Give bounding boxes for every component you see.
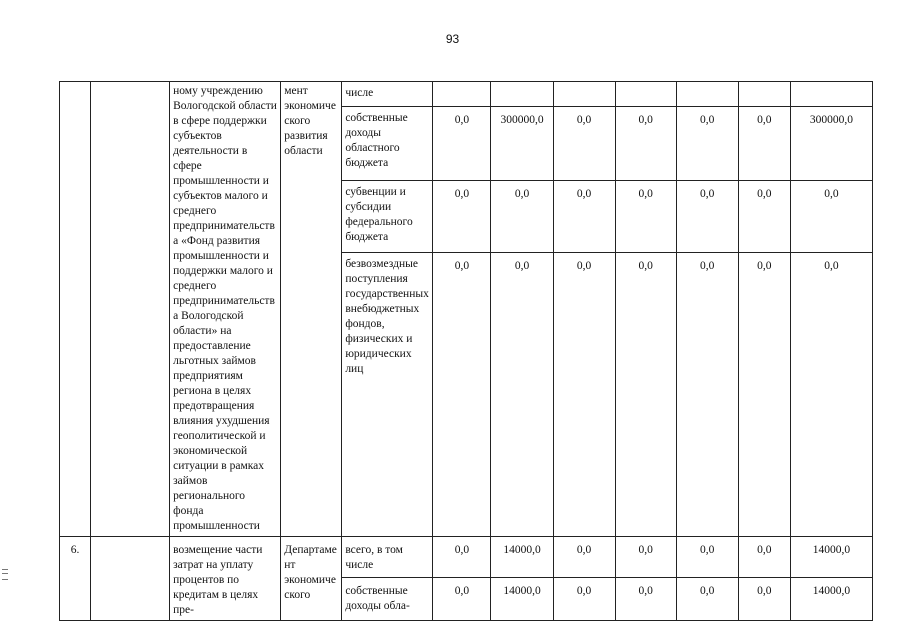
value-cell: 0,0 — [615, 578, 676, 621]
executor-cell: мент экономического развития области — [281, 82, 342, 537]
value-cell: 0,0 — [433, 106, 491, 180]
page-number: 93 — [445, 32, 460, 46]
value-cell: 14000,0 — [491, 537, 553, 578]
value-cell — [615, 82, 676, 107]
value-cell: 0,0 — [433, 252, 491, 536]
value-cell: 0,0 — [790, 180, 872, 252]
source-cell: субвенции и субсидии федерального бюджета — [342, 180, 433, 252]
value-cell: 0,0 — [491, 252, 553, 536]
source-cell: всего, в том числе — [342, 537, 433, 578]
value-cell — [433, 82, 491, 107]
value-cell: 14000,0 — [790, 578, 872, 621]
value-cell: 0,0 — [433, 180, 491, 252]
value-cell: 0,0 — [738, 180, 790, 252]
financing-table — [59, 81, 873, 621]
table-row — [60, 537, 873, 578]
value-cell: 0,0 — [738, 252, 790, 536]
source-cell: собственные доходы обла- — [342, 578, 433, 621]
value-cell — [738, 82, 790, 107]
value-cell: 14000,0 — [790, 537, 872, 578]
value-cell: 0,0 — [676, 106, 738, 180]
measure-cell: возмещение части затрат на уплату процентов по кредитам в целях пре- — [170, 537, 281, 621]
value-cell: 0,0 — [553, 578, 615, 621]
source-cell: безвозмездные поступления государственных внебюджетных фондов, физических и юридических лиц — [342, 252, 433, 536]
value-cell: 0,0 — [553, 106, 615, 180]
value-cell — [790, 82, 872, 107]
table-row — [60, 82, 873, 107]
value-cell — [553, 82, 615, 107]
value-cell — [676, 82, 738, 107]
value-cell: 0,0 — [615, 252, 676, 536]
value-cell: 14000,0 — [491, 578, 553, 621]
value-cell: 0,0 — [553, 537, 615, 578]
value-cell: 0,0 — [738, 106, 790, 180]
value-cell: 0,0 — [491, 180, 553, 252]
value-cell: 300000,0 — [491, 106, 553, 180]
value-cell: 300000,0 — [790, 106, 872, 180]
empty-cell — [91, 537, 170, 621]
value-cell: 0,0 — [676, 537, 738, 578]
value-cell: 0,0 — [676, 578, 738, 621]
empty-cell — [91, 82, 170, 537]
value-cell: 0,0 — [790, 252, 872, 536]
source-cell: собственные доходы областного бюджета — [342, 106, 433, 180]
value-cell — [491, 82, 553, 107]
row-index-cell — [60, 82, 91, 537]
value-cell: 0,0 — [615, 106, 676, 180]
measure-cell: ному учреждению Вологодской области в сфере поддержки субъектов деятельности в сфере промышленности и субъектов малого и среднего предпринимательства «Фонд развития промышленности и поддержки малого и среднего предпринимательства Вологодской области» на предоставление льготных займов предприятиям региона в целях предотвращения влияния ухудшения геополитической и экономической ситуации в рамках займов регионального фонда промышленности — [170, 82, 281, 537]
value-cell: 0,0 — [738, 537, 790, 578]
value-cell: 0,0 — [615, 537, 676, 578]
value-cell: 0,0 — [676, 180, 738, 252]
value-cell: 0,0 — [676, 252, 738, 536]
value-cell: 0,0 — [433, 578, 491, 621]
value-cell: 0,0 — [433, 537, 491, 578]
value-cell: 0,0 — [553, 180, 615, 252]
source-cell: числе — [342, 82, 433, 107]
executor-cell: Департамент экономического — [281, 537, 342, 621]
value-cell: 0,0 — [553, 252, 615, 536]
value-cell: 0,0 — [615, 180, 676, 252]
value-cell: 0,0 — [738, 578, 790, 621]
margin-mark — [2, 569, 8, 580]
row-index-cell: 6. — [60, 537, 91, 621]
